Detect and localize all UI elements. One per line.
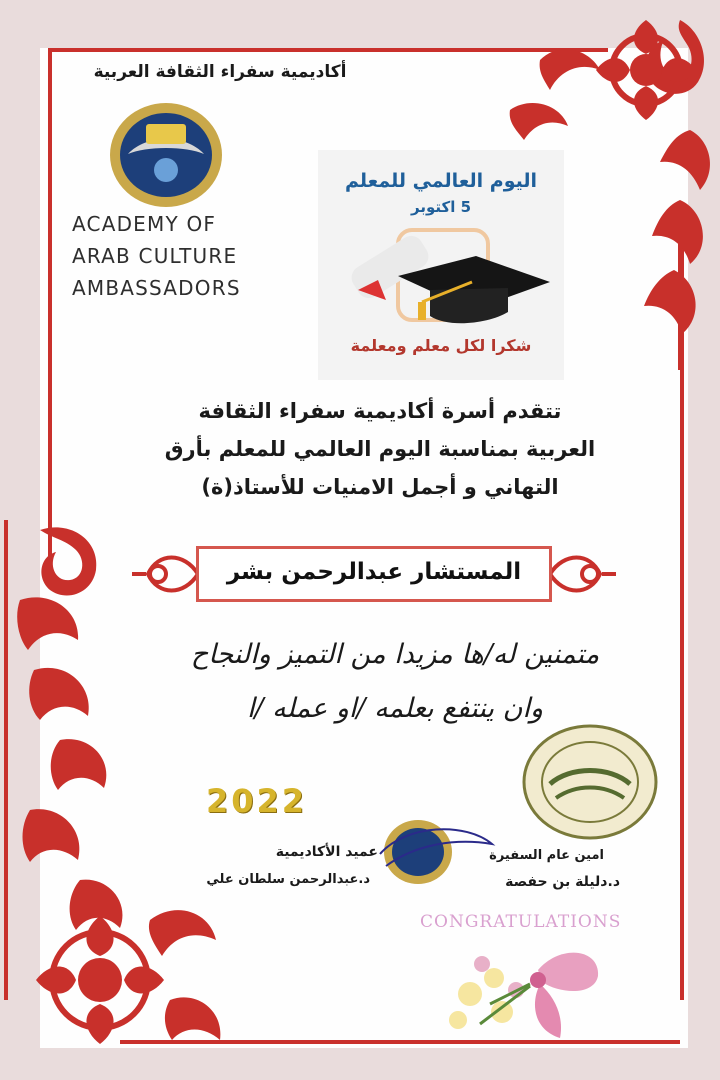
ambassador-stamp-seal — [520, 722, 660, 842]
academy-logo-emblem — [106, 100, 226, 210]
teacher-day-date: 5 اكتوبر — [410, 198, 471, 216]
banner-left-ornament — [128, 538, 200, 610]
academy-english-line-1: ACADEMY OF — [72, 212, 217, 236]
recipient-name: المستشار عبدالرحمن بشر — [226, 559, 522, 585]
wishes-text — [160, 628, 630, 736]
congratulations-text: CONGRATULATIONS — [420, 912, 622, 932]
teacher-day-card — [318, 150, 564, 380]
certificate-year: 2022 — [206, 782, 308, 820]
dean-logo-signature — [376, 814, 496, 890]
body-line-3: التهاني و أجمل الامنيات للأستاذ(ة) — [201, 475, 559, 499]
academy-arabic-title: أكاديمية سفراء الثقافة العربية — [93, 62, 347, 82]
recipient-name-banner — [196, 546, 552, 602]
body-line-1: تتقدم أسرة أكاديمية سفراء الثقافة — [198, 399, 562, 423]
flower-bouquet-bow — [430, 934, 610, 1044]
dean-name: د.عبدالرحمن سلطان علي — [206, 872, 370, 887]
border-left — [48, 48, 52, 568]
ambassador-title: امين عام السفيرة — [489, 848, 604, 863]
dean-title: عميد الأكاديمية — [275, 844, 378, 860]
wishes-line-2: وان ينتفع بعلمه /او عمله /ا — [246, 693, 544, 724]
academy-english-line-3: AMBASSADORS — [72, 276, 241, 300]
body-line-2: العربية بمناسبة اليوم العالمي للمعلم بأرق — [164, 437, 596, 461]
wishes-line-1: متمنين له/ها مزيدا من التميز والنجاح — [190, 639, 600, 670]
academy-english-name — [72, 208, 272, 304]
teacher-day-title: اليوم العالمي للمعلم — [344, 170, 538, 192]
ambassador-name: د.دليلة بن حفصة — [505, 874, 620, 890]
banner-right-ornament — [548, 538, 620, 610]
academy-english-line-2: ARAB CULTURE — [72, 244, 238, 268]
graduation-cap-icon — [338, 220, 558, 340]
teacher-day-thanks: شكرا لكل معلم ومعلمة — [350, 336, 532, 355]
certificate-body-text — [140, 392, 620, 506]
